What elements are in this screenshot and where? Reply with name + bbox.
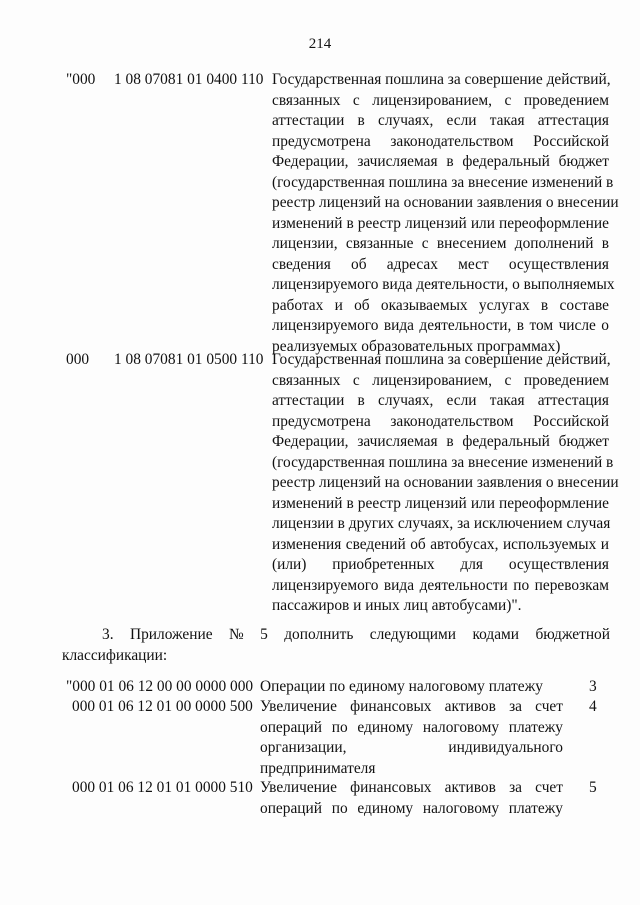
description-line: Государственная пошлина за совершение действий, [272,351,611,368]
description-line: Федерации, зачисляемая в федеральный бюджет [272,153,609,170]
description-line: реестр лицензий на основании заявления о внесении [272,194,619,211]
description-line: предусмотрена законодательством Российской [272,132,609,150]
entry-description [260,778,563,819]
description-line: связанных с лицензированием, с проведением [272,371,609,389]
description-line: изменений в реестр лицензий или переоформление [272,214,609,232]
row-number: 4 [589,698,597,715]
description-line: Увеличение финансовых активов за счет [260,779,563,796]
description-line: изменения сведений об автобусах, используемых и [272,535,609,553]
description-line: лицензируемого вида деятельности по перевозкам [272,576,609,594]
admin-code: "000 [66,71,96,88]
description-line: лицензии, связанные с внесением дополнений в [272,235,609,252]
entry-description [272,70,619,357]
description-line: реализуемых образовательных программах) [272,337,561,355]
description-line: операций по единому налоговому платежу [260,799,563,817]
description-line: сведения об адресах мест осуществления [272,255,609,273]
description-line: организации, индивидуального [260,739,563,756]
description-line: пассажиров и иных лиц автобусами)". [272,597,522,614]
description-line: предпринимателя [260,759,376,777]
description-line: лицензии в других случаях, за исключением случая [272,515,611,532]
entry-description [260,697,563,779]
description-line: лицензируемого вида деятельности, о выполняемых [272,276,615,293]
entry-description [272,350,619,617]
description-line: (или) приобретенных для осуществления [272,556,609,573]
budget-classification-code: 1 08 07081 01 0400 110 [114,71,264,88]
paragraph-line: 3. Приложение № 5 дополнить следующими кодами бюджетной [102,626,610,643]
description-line: (государственная пошлина за внесение изменений в [272,453,614,471]
paragraph-line: классификации: [62,646,168,664]
description-line: связанных с лицензированием, с проведением [272,91,609,109]
row-number: 3 [589,678,597,695]
description-line: (государственная пошлина за внесение изменений в [272,173,614,191]
description-line: изменений в реестр лицензий или переоформление [272,494,609,512]
budget-classification-code: 1 08 07081 01 0500 110 [114,351,264,368]
description-line: Государственная пошлина за совершение действий, [272,71,611,88]
description-line: предусмотрена законодательством Российской [272,412,609,430]
description-line: аттестации в случаях, если такая аттестация [272,112,609,129]
amendment-paragraph [62,625,610,666]
description-line: реестр лицензий на основании заявления о внесении [272,474,619,491]
description-line: Увеличение финансовых активов за счет [260,698,563,715]
description-line: аттестации в случаях, если такая аттестация [272,392,609,409]
admin-code: 000 [66,351,90,368]
description-line: операций по единому налоговому платежу [260,718,563,736]
budget-classification-code: 000 01 06 12 01 01 0000 510 [72,779,253,796]
entry-description [260,677,563,698]
description-line: Операции по единому налоговому платежу [260,678,543,695]
budget-classification-code: "000 01 06 12 00 00 0000 000 [66,678,254,695]
description-line: работах и об оказываемых услугах в составе [272,296,609,314]
page-number: 214 [308,36,332,52]
budget-classification-code: 000 01 06 12 01 00 0000 500 [72,698,253,715]
row-number: 5 [589,779,597,796]
description-line: Федерации, зачисляемая в федеральный бюджет [272,433,609,450]
description-line: лицензируемого вида деятельности, в том числе о [272,317,609,334]
